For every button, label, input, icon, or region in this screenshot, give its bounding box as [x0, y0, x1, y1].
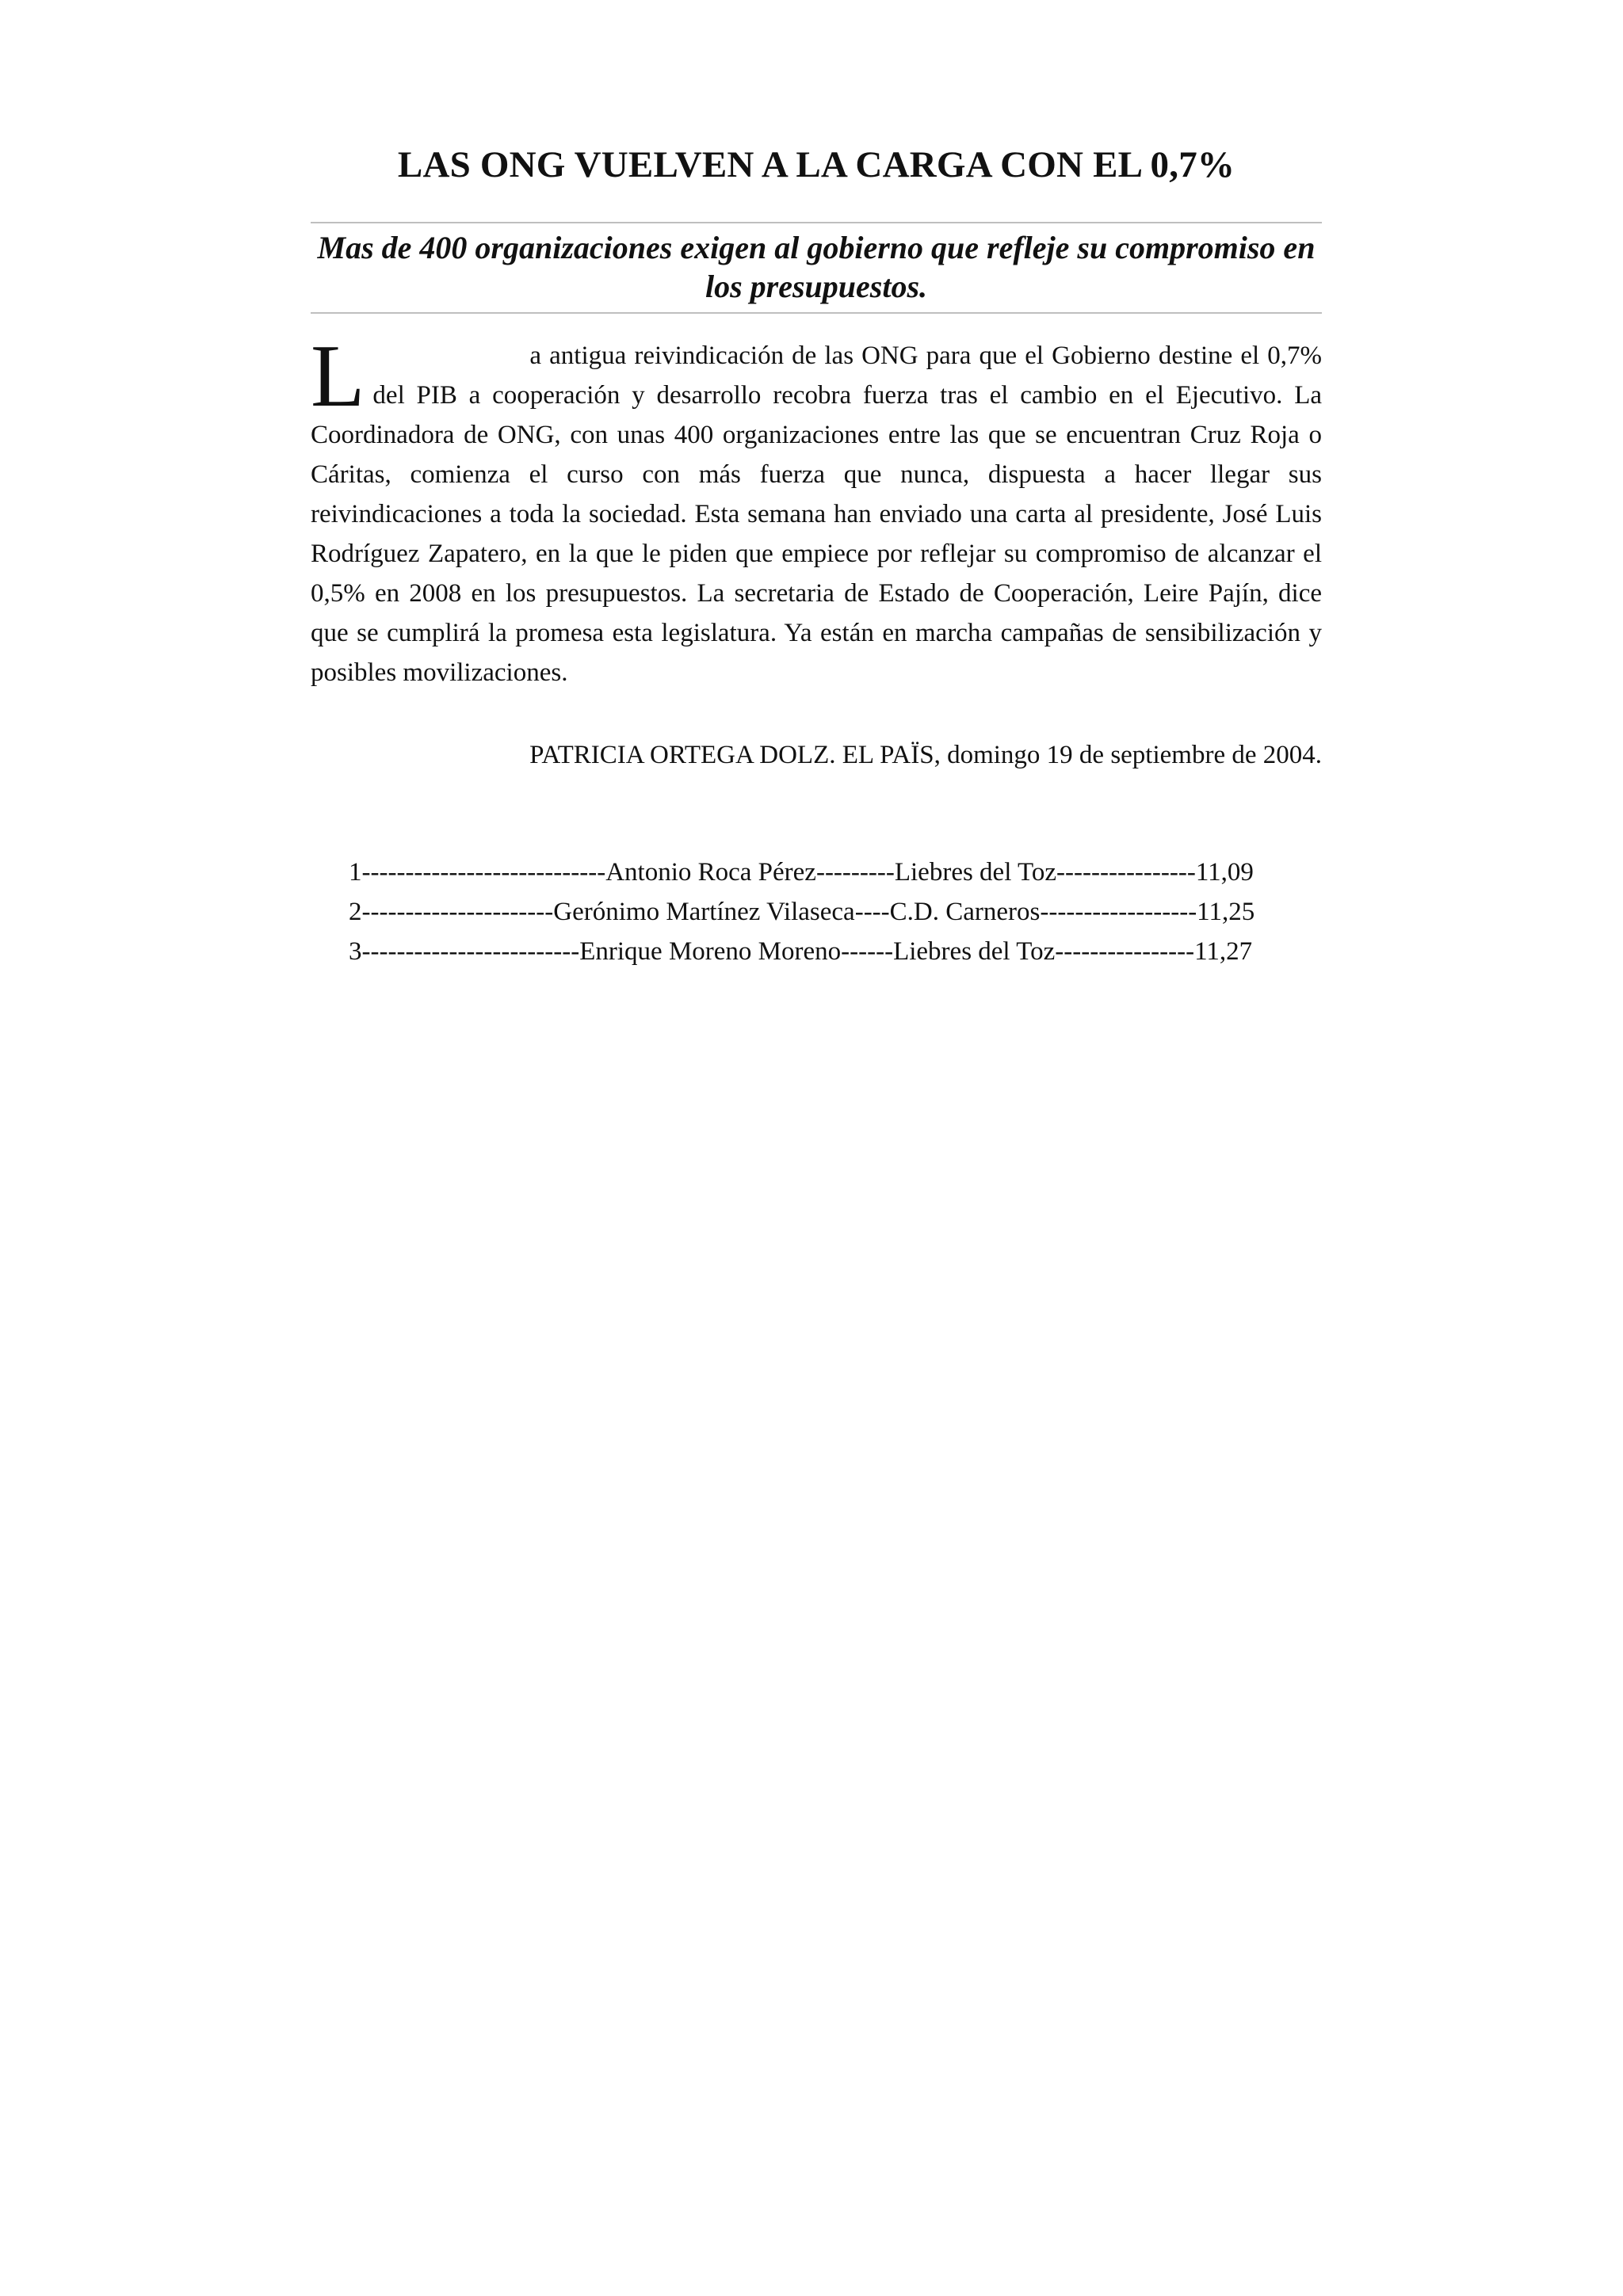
- document-page: [311, 143, 1322, 971]
- result-row: 1----------------------------Antonio Roca Pérez---------Liebres del Toz----------------11,09: [349, 858, 1254, 887]
- article-body: [311, 327, 1322, 692]
- results-list: [311, 852, 1322, 971]
- result-row: 2----------------------Gerónimo Martínez Vilaseca----C.D. Carneros------------------11,25: [349, 898, 1255, 927]
- article-subtitle: Mas de 400 organizaciones exigen al gobierno que refleje su compromiso en los presupuestos.: [317, 230, 1316, 305]
- result-row: 3-------------------------Enrique Moreno Moreno------Liebres del Toz----------------11,27: [349, 937, 1253, 967]
- article-title: LAS ONG VUELVEN A LA CARGA CON EL 0,7%: [397, 144, 1235, 185]
- article-body-text: a antigua reivindicación de las ONG para que el Gobierno destine el 0,7% del PIB a cooperación y desarrollo recobra fuerza tras el cambio en el Ejecutivo. La Coordinadora de ONG, con unas 400 organizaciones entre las que se encuentran Cruz Roja o Cáritas, comienza el curso con más fuerza que nunca, dispuesta a hacer llegar sus reivindicaciones a toda la sociedad. Esta semana han enviado una carta al presidente, José Luis Rodríguez Zapatero, en la que le piden que empiece por reflejar su compromiso de alcanzar el 0,5% en 2008 en los presupuestos. La secretaria de Estado de Cooperación, Leire Pajín, dice que se cumplirá la promesa esta legislatura. Ya están en marcha campañas de sensibilización y posibles movilizaciones.: [311, 341, 1322, 688]
- article-byline: PATRICIA ORTEGA DOLZ. EL PAÏS, domingo 19 de septiembre de 2004.: [529, 741, 1322, 770]
- subtitle-box: [311, 222, 1322, 314]
- body-indent: [372, 363, 529, 364]
- drop-cap: L: [311, 327, 365, 426]
